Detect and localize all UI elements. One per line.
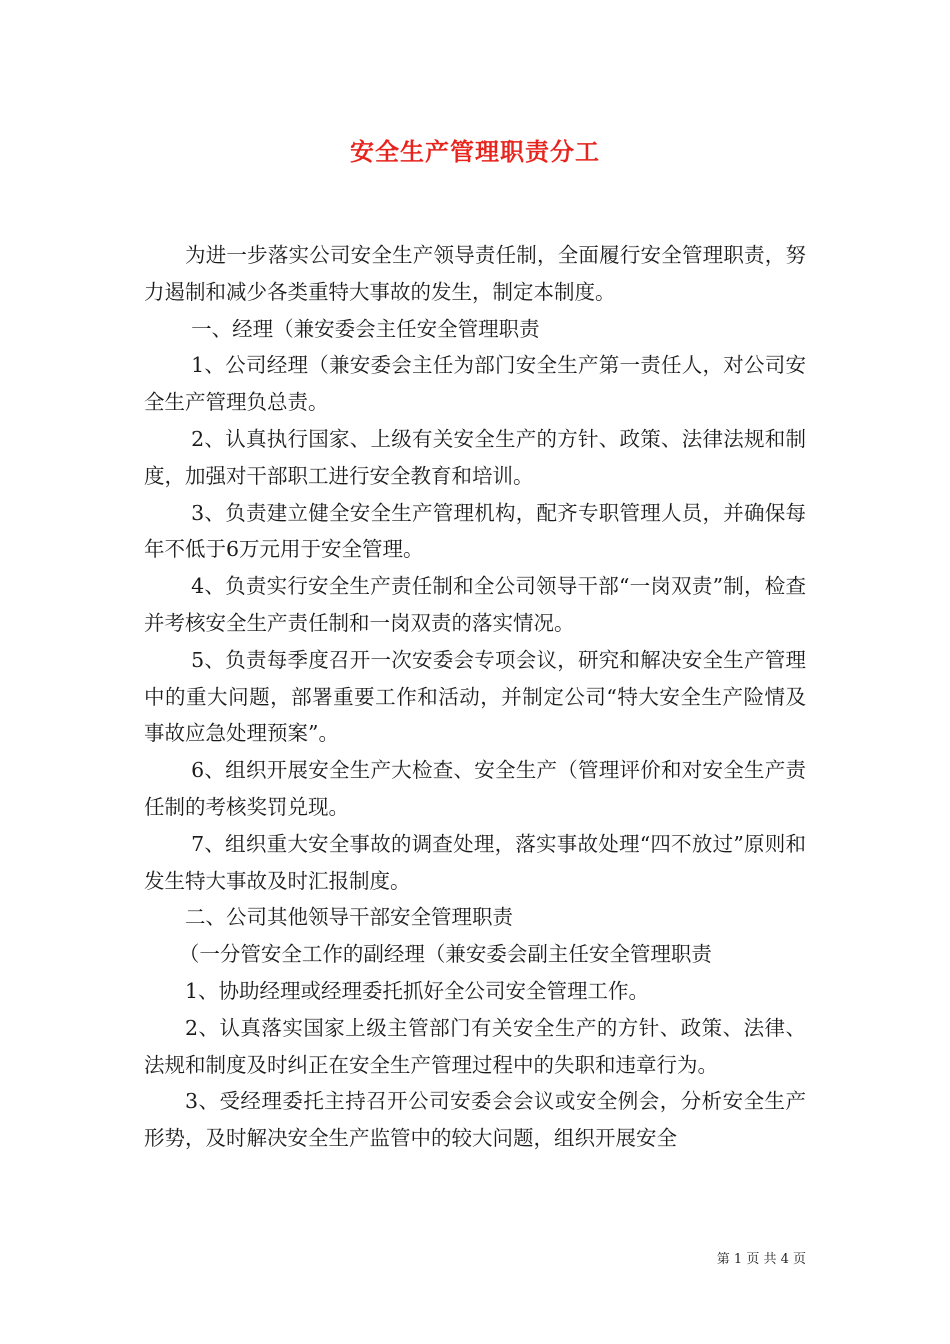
paragraph-item: 2、认真落实国家上级主管部门有关安全生产的方针、政策、法律、法规和制度及时纠正在安全生产管理过程中的失职和违章行为。	[144, 1015, 806, 1077]
section-heading-manager: 一、经理（兼安委会主任安全管理职责	[191, 316, 540, 341]
paragraph-item: 2、认真执行国家、上级有关安全生产的方针、政策、法律法规和制度，加强对干部职工进行安全教育和培训。	[144, 426, 806, 488]
paragraph-item: 7、组织重大安全事故的调查处理，落实事故处理“四不放过”原则和发生特大事故及时汇报制度。	[144, 831, 806, 893]
paragraph-item: 5、负责每季度召开一次安委会专项会议，研究和解决安全生产管理中的重大问题，部署重要工作和活动，并制定公司“特大安全生产险情及事故应急处理预案”。	[144, 647, 806, 746]
paragraph-item: 1、协助经理或经理委托抓好全公司安全管理工作。	[185, 978, 650, 1003]
page-number-footer: 第 1 页 共 4 页	[716, 1252, 806, 1267]
paragraph-intro: 为进一步落实公司安全生产领导责任制，全面履行安全管理职责，努力遏制和减少各类重特大事故的发生，制定本制度。	[144, 243, 806, 304]
paragraph-item: 4、负责实行安全生产责任制和全公司领导干部“一岗双责”制，检查并考核安全生产责任制和一岗双责的落实情况。	[144, 574, 806, 635]
paragraph-item: 3、受经理委托主持召开公司安委会会议或安全例会，分析安全生产形势，及时解决安全生产监管中的较大问题，组织开展安全	[144, 1089, 806, 1151]
document-title: 安全生产管理职责分工	[350, 137, 600, 166]
paragraph-item: 6、组织开展安全生产大检查、安全生产（管理评价和对安全生产责任制的考核奖罚兑现。	[144, 758, 806, 819]
paragraph-item: 3、负责建立健全安全生产管理机构，配齐专职管理人员，并确保每年不低于6万元用于安全管理。	[144, 500, 806, 562]
paragraph-item: 1、公司经理（兼安委会主任为部门安全生产第一责任人，对公司安全生产管理负总责。	[144, 353, 806, 415]
document-body	[144, 237, 806, 1157]
section-heading-other-leaders: 二、公司其他领导干部安全管理职责	[185, 905, 513, 930]
subsection-heading-deputy: （一分管安全工作的副经理（兼安委会副主任安全管理职责	[178, 942, 712, 967]
